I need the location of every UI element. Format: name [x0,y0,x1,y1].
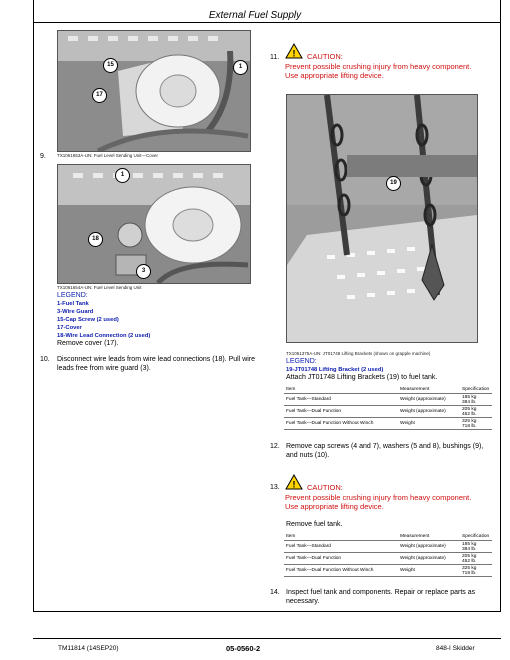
table-row [284,565,492,577]
table-row [284,394,492,406]
col-header-measurement: Measurement [398,532,460,541]
table-header-row [284,385,492,394]
table-row [284,406,492,418]
callout-1b: 1 [115,168,130,183]
fuel-level-sending-unit-photo [57,164,251,284]
callout-18: 18 [88,232,103,247]
table-cell: Fuel Tank—Standard [284,541,398,553]
callout-3: 3 [136,264,151,279]
left-legend-heading: LEGEND: [57,292,88,299]
caution-line-1: Prevent possible crushing injury from heavy component. [285,493,472,502]
col-header-measurement: Measurement [398,385,460,394]
fuel-level-cover-illustration [58,31,250,151]
table-row [284,541,492,553]
callout-19: 19 [386,176,401,191]
callout-15: 15 [103,58,118,73]
legend-item: 18-Wire Lead Connection (2 used) [57,333,151,339]
step-10-number: 10. [40,356,50,363]
callout-17: 17 [92,88,107,103]
page-title: External Fuel Supply [208,10,302,21]
photo3-caption: TX1061375A-UN: JT01748 Lifting Brackets (shown on grapple machine) [286,351,431,356]
table-cell: 185 kg 384 lb. [460,394,492,406]
col-header-item: Item [284,532,398,541]
photo1-caption: TX1061653A-UN: Fuel Level Sending Unit—Cover [57,153,159,158]
weight-spec-table-1 [284,385,492,430]
remove-tank-text: Remove fuel tank. [286,521,343,528]
col-header-specification: Specification [460,532,492,541]
fuel-level-cover-photo [57,30,251,152]
sending-unit-illustration [58,165,250,283]
step-14-text: Inspect fuel tank and components. Repair or replace parts as necessary. [286,589,476,605]
step-11-number: 11. [270,54,280,61]
footer-doc-id: TM11814 (14SEP20) [58,645,119,652]
table-cell: Weight [398,565,460,577]
caution-line-2: Use appropriate lifting device. [285,502,384,511]
photo2-caption: TX1061654A-UN: Fuel Level Sending Unit [57,285,142,290]
table-cell: Fuel Tank—Dual Function Without Winch [284,565,398,577]
table-cell: 205 kg 452 lb. [460,406,492,418]
footer-rule [33,638,501,639]
caution-label: CAUTION: [307,52,343,61]
step-14-number: 14. [270,589,280,596]
step-9-number: 9. [40,153,46,160]
table-cell: Weight [398,418,460,430]
table-cell: Fuel Tank—Dual Function Without Winch [284,418,398,430]
caution-label: CAUTION: [307,483,343,492]
step-10-text: Disconnect wire leads from wire lead connections (18). Pull wire leads free from wire guard (3). [57,356,256,372]
table-cell: 325 kg 718 lb. [460,418,492,430]
bottom-rule [33,611,501,612]
col-header-specification: Specification [460,385,492,394]
left-border [33,0,34,612]
footer-machine: 848-I Skidder [436,645,475,652]
col-header-item: Item [284,385,398,394]
step-9-text: Remove cover (17). [57,340,119,347]
table-cell: Weight (approximate) [398,394,460,406]
table-cell: Fuel Tank—Dual Function [284,406,398,418]
step-12-text: Remove cap screws (4 and 7), washers (5 and 8), bushings (9), and nuts (10). [286,443,484,459]
svg-text:!: ! [292,479,296,490]
legend-item: 1-Fuel Tank [57,301,89,307]
table-header-row [284,532,492,541]
table-cell: Weight (approximate) [398,553,460,565]
lifting-brackets-photo [286,94,478,343]
table-cell: 185 kg 384 lb. [460,541,492,553]
svg-text:!: ! [292,48,296,59]
legend-item: 17-Cover [57,325,82,331]
table-cell: Weight (approximate) [398,406,460,418]
caution-line-2: Use appropriate lifting device. [285,71,384,80]
table-cell: Fuel Tank—Standard [284,394,398,406]
top-rule [33,22,501,23]
step-12-number: 12. [270,443,280,450]
attach-brackets-text: Attach JT01748 Lifting Brackets (19) to fuel tank. [286,374,438,381]
footer-page-number: 05-0560-2 [226,644,261,653]
table-cell: 325 kg 718 lb. [460,565,492,577]
right-border [500,0,501,612]
legend-item: 15-Cap Screw (2 used) [57,317,119,323]
weight-spec-table-2 [284,532,492,577]
warning-icon [285,43,303,59]
legend-item: 19-JT01748 Lifting Bracket (2 used) [286,367,384,373]
caution-line-1: Prevent possible crushing injury from heavy component. [285,62,472,71]
right-legend-heading: LEGEND: [286,358,317,365]
legend-item: 3-Wire Guard [57,309,94,315]
table-cell: Weight (approximate) [398,541,460,553]
warning-icon [285,474,303,490]
lifting-brackets-illustration [287,95,477,342]
table-row [284,553,492,565]
table-cell: 205 kg 452 lb. [460,553,492,565]
table-cell: Fuel Tank—Dual Function [284,553,398,565]
table-row [284,418,492,430]
callout-1: 1 [233,60,248,75]
step-13-number: 13. [270,484,280,491]
